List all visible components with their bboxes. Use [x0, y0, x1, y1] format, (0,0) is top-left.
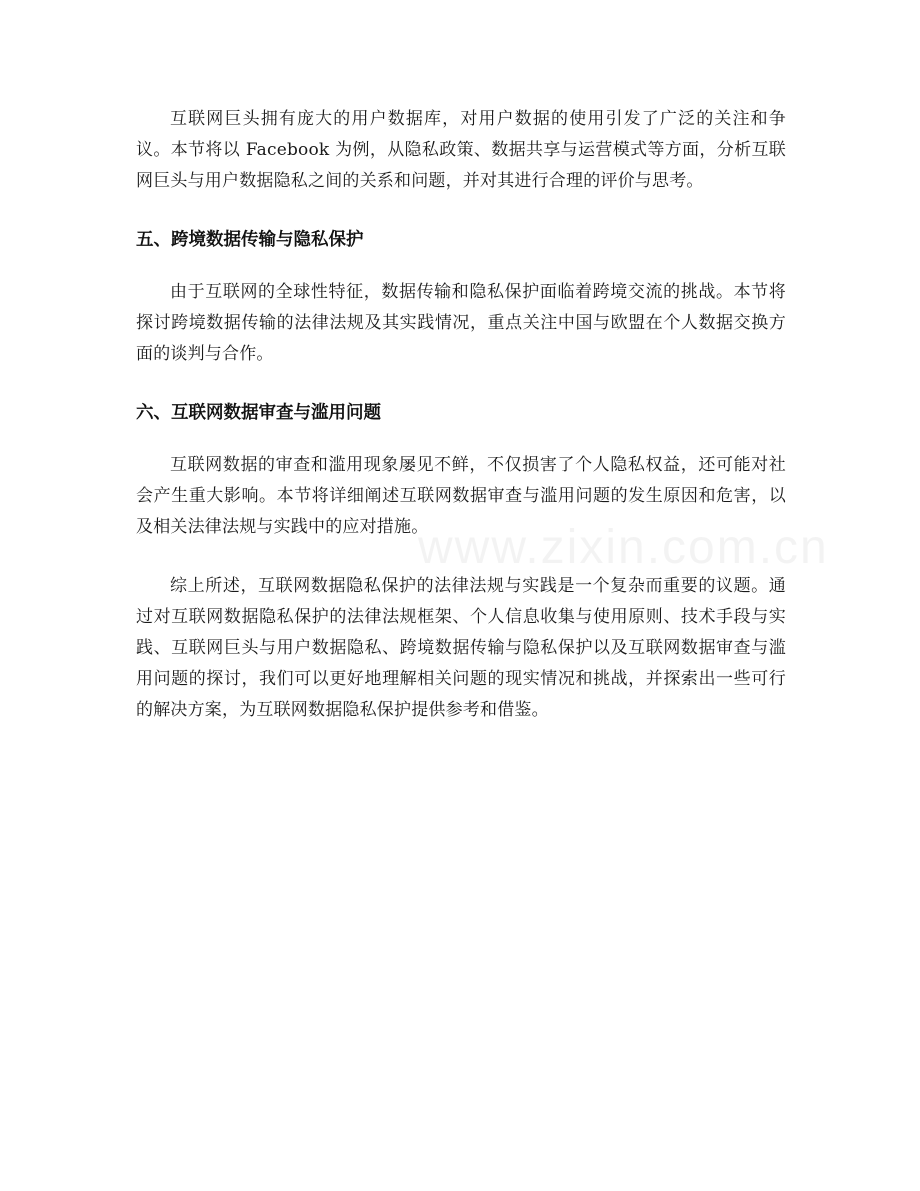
section-heading-5: 五、跨境数据传输与隐私保护	[136, 230, 364, 250]
paragraph-cross-border: 由于互联网的全球性特征，数据传输和隐私保护面临着跨境交流的挑战。本节将探讨跨境数据传输的法律法规及其实践情况，重点关注中国与欧盟在个人数据交换方面的谈判与合作。	[136, 282, 786, 364]
paragraph-censorship-abuse: 互联网数据的审查和滥用现象屡见不鲜，不仅损害了个人隐私权益，还可能对社会产生重大影响。本节将详细阐述互联网数据审查与滥用问题的发生原因和危害，以及相关法律法规与实践中的应对措施。	[136, 455, 786, 537]
paragraph-conclusion: 综上所述，互联网数据隐私保护的法律法规与实践是一个复杂而重要的议题。通过对互联网数据隐私保护的法律法规框架、个人信息收集与使用原则、技术手段与实践、互联网巨头与用户数据隐私、跨境数据传输与隐私保护以及互联网数据审查与滥用问题的探讨，我们可以更好地理解相关问题的现实情况和挑战，并探索出一些可行的解决方案，为互联网数据隐私保护提供参考和借鉴。	[136, 576, 786, 720]
document-body	[136, 104, 786, 754]
paragraph-internet-giants: 互联网巨头拥有庞大的用户数据库，对用户数据的使用引发了广泛的关注和争议。本节将以 Facebook 为例，从隐私政策、数据共享与运营模式等方面，分析互联网巨头与用户数据隐私之间的关系和问题，并对其进行合理的评价与思考。	[136, 109, 786, 191]
section-heading-6: 六、互联网数据审查与滥用问题	[136, 403, 381, 423]
